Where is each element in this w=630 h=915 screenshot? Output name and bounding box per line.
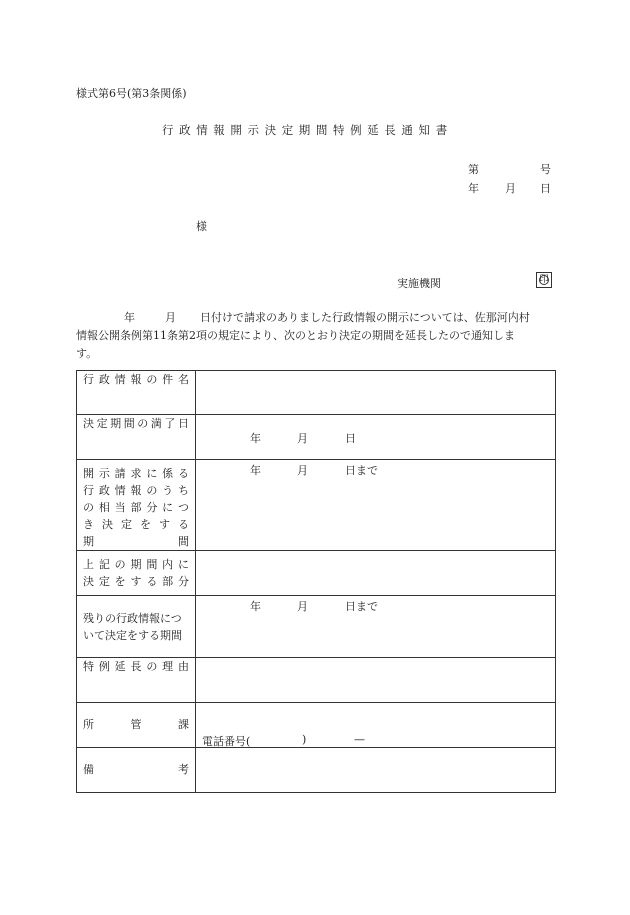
- label-line: き 決 定 を す る: [83, 518, 189, 531]
- deadline-year: 年: [250, 432, 261, 445]
- label-cell: [77, 551, 196, 596]
- partial-until: 日まで: [345, 464, 378, 477]
- phone-close: ): [302, 733, 307, 746]
- body-month: 月: [165, 311, 176, 324]
- partial-month: 月: [297, 464, 308, 477]
- body-year: 年: [124, 311, 135, 324]
- seal-char: 印: [539, 274, 549, 285]
- body-paragraph: [76, 309, 558, 363]
- remaining-year: 年: [250, 600, 261, 613]
- label-cell: [77, 748, 196, 793]
- label-cell: [77, 596, 196, 658]
- value-partial-period[interactable]: [196, 460, 556, 551]
- value-extension-reason[interactable]: [196, 658, 556, 703]
- deadline-month: 月: [297, 432, 308, 445]
- label-line: 行 政 情 報 の う ち: [83, 484, 189, 497]
- label-cell: [77, 460, 196, 551]
- value-document-name[interactable]: [196, 371, 556, 415]
- body-line-3: す。: [76, 347, 98, 360]
- row-partial-decision: [77, 551, 556, 596]
- value-remarks[interactable]: [196, 748, 556, 793]
- value-deadline[interactable]: [196, 415, 556, 460]
- phone-dash: —: [354, 733, 365, 746]
- row-document-name: [77, 371, 556, 415]
- body-line-2: 情報公開条例第11条第2項の規定により、次のとおり決定の期間を延長したので通知しま: [76, 329, 515, 342]
- label-line: いて決定をする期間: [83, 629, 182, 642]
- row-deadline: [77, 415, 556, 460]
- date-day: 日: [540, 182, 551, 195]
- label-remarks: 備 考: [83, 763, 189, 776]
- notice-form-table: [76, 370, 556, 793]
- row-partial-period: [77, 460, 556, 551]
- doc-number-dai: 第: [468, 163, 479, 176]
- body-line-1: [76, 309, 558, 327]
- value-partial-decision[interactable]: [196, 551, 556, 596]
- phone-label: 電話番号(: [202, 735, 251, 748]
- value-department[interactable]: [196, 703, 556, 748]
- deadline-day: 日: [345, 432, 356, 445]
- partial-year: 年: [250, 464, 261, 477]
- document-title: 行政情報開示決定期間特例延長通知書: [162, 123, 453, 137]
- label-line: 開 示 請 求 に 係 る: [83, 467, 189, 480]
- row-department: [77, 703, 556, 748]
- label-cell: [77, 415, 196, 460]
- row-remarks: [77, 748, 556, 793]
- label-partial-period: [77, 460, 195, 550]
- issuing-agency: 実施機関: [397, 277, 441, 290]
- remaining-until: 日まで: [345, 600, 378, 613]
- value-remaining-period[interactable]: [196, 596, 556, 658]
- label-remaining-period: [77, 596, 195, 644]
- row-extension-reason: [77, 658, 556, 703]
- label-document-name: 行 政 情 報 の 件 名: [83, 373, 189, 386]
- label-line: 決 定 を す る 部 分: [83, 575, 189, 588]
- label-line: の 相 当 部 分 に つ: [83, 501, 189, 514]
- label-deadline: 決 定 期 間 の 満 了 日: [83, 417, 189, 430]
- date-month: 月: [505, 182, 516, 195]
- body-line-1-text: 日付けで請求のありました行政情報の開示については、佐那河内村: [200, 311, 530, 324]
- doc-number-gou: 号: [540, 163, 551, 176]
- seal-stamp: [536, 272, 552, 288]
- remaining-month: 月: [297, 600, 308, 613]
- form-number: 様式第6号(第3条関係): [76, 87, 187, 100]
- label-cell: [77, 371, 196, 415]
- date-year: 年: [468, 182, 479, 195]
- label-line: 期 間: [83, 535, 189, 548]
- label-line: 残りの行政情報につ: [83, 612, 182, 625]
- label-department: 所 管 課: [83, 718, 189, 731]
- label-partial-decision: [77, 551, 195, 590]
- label-line: 上 記 の 期 間 内 に: [83, 558, 189, 571]
- label-extension-reason: 特 例 延 長 の 理 由: [83, 660, 189, 673]
- label-cell: [77, 658, 196, 703]
- addressee-suffix: 様: [196, 220, 207, 233]
- label-cell: [77, 703, 196, 748]
- row-remaining-period: [77, 596, 556, 658]
